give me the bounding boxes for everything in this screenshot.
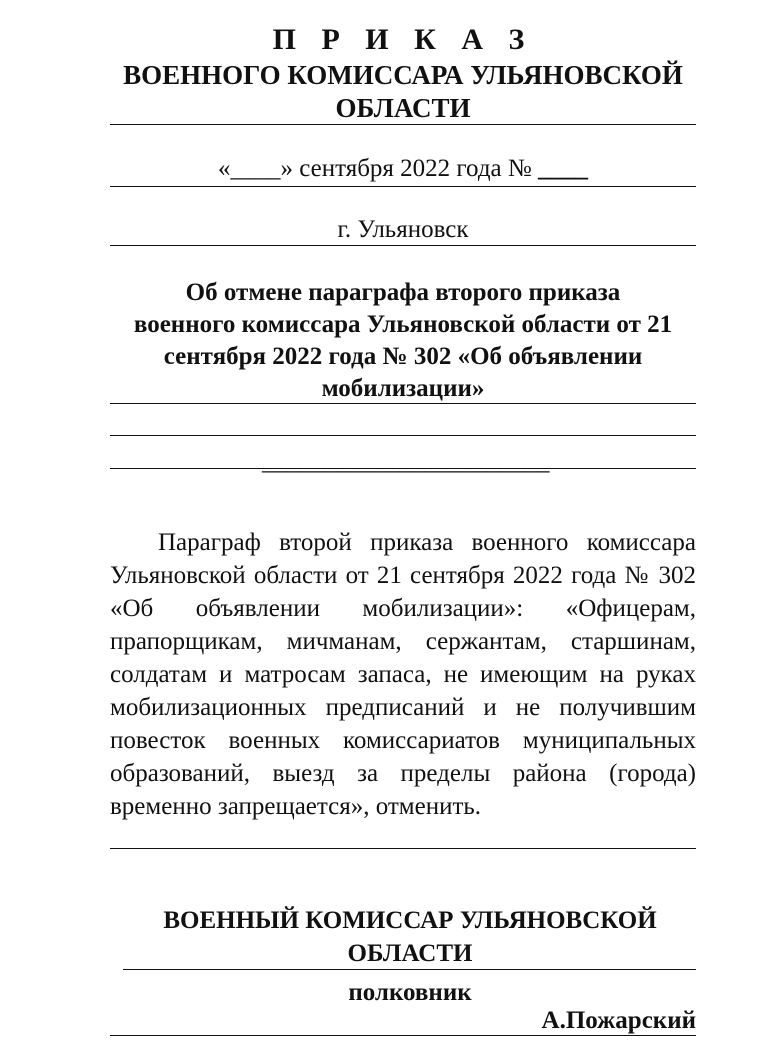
subject-line-2: военного комиссара Ульяновской области от 21	[133, 311, 673, 338]
signatory-position-line-1: ВОЕННЫЙ КОМИССАР УЛЬЯНОВСКОЙ	[163, 907, 657, 934]
signatory-name: А.Пожарский	[541, 1007, 696, 1034]
date-line	[110, 153, 696, 185]
divider	[110, 1035, 696, 1036]
issuer-line-2: ОБЛАСТИ	[335, 93, 471, 123]
date-rest: » сентября 2022 года №	[280, 155, 532, 182]
issuer-line-1: ВОЕННОГО КОМИССАРА УЛЬЯНОВСКОЙ	[123, 60, 683, 90]
divider	[110, 124, 696, 125]
subject-line-4: мобилизации»	[321, 375, 485, 402]
city: г. Ульяновск	[337, 216, 469, 243]
order-number-blank: ____	[538, 155, 589, 182]
signatory-position-line-2: ОБЛАСТИ	[347, 940, 473, 967]
order-body-paragraph: Параграф второй приказа военного комиссара Ульяновской области от 21 сентября 2022 года № 302 «Об объявлении мобилизации»: «Офицерам, прапорщикам, мичманам, сержантам, старшинам, солдатам и матросам запаса, не имеющим на руках мобилизационных предписаний и не получившим повесток военных комиссариатов муниципальных образований, выезд за пределы района (города) временно запрещается», отменить.	[110, 529, 696, 820]
signatory-rank: полковник	[348, 979, 472, 1006]
date-day-blank: ____	[230, 155, 281, 182]
divider	[123, 969, 696, 970]
document-title: П Р И К А З	[272, 23, 534, 56]
divider	[110, 468, 696, 469]
subject-line-3: сентября 2022 года № 302 «Об объявлении	[163, 343, 643, 370]
divider	[110, 245, 696, 246]
divider	[110, 435, 696, 436]
subject-line-1: Об отмене параграфа второго приказа	[185, 279, 621, 306]
divider	[110, 848, 696, 849]
divider	[110, 403, 696, 404]
divider	[110, 186, 696, 187]
short-separator: _______________________	[262, 448, 550, 475]
date-open-quote: «	[217, 155, 231, 182]
